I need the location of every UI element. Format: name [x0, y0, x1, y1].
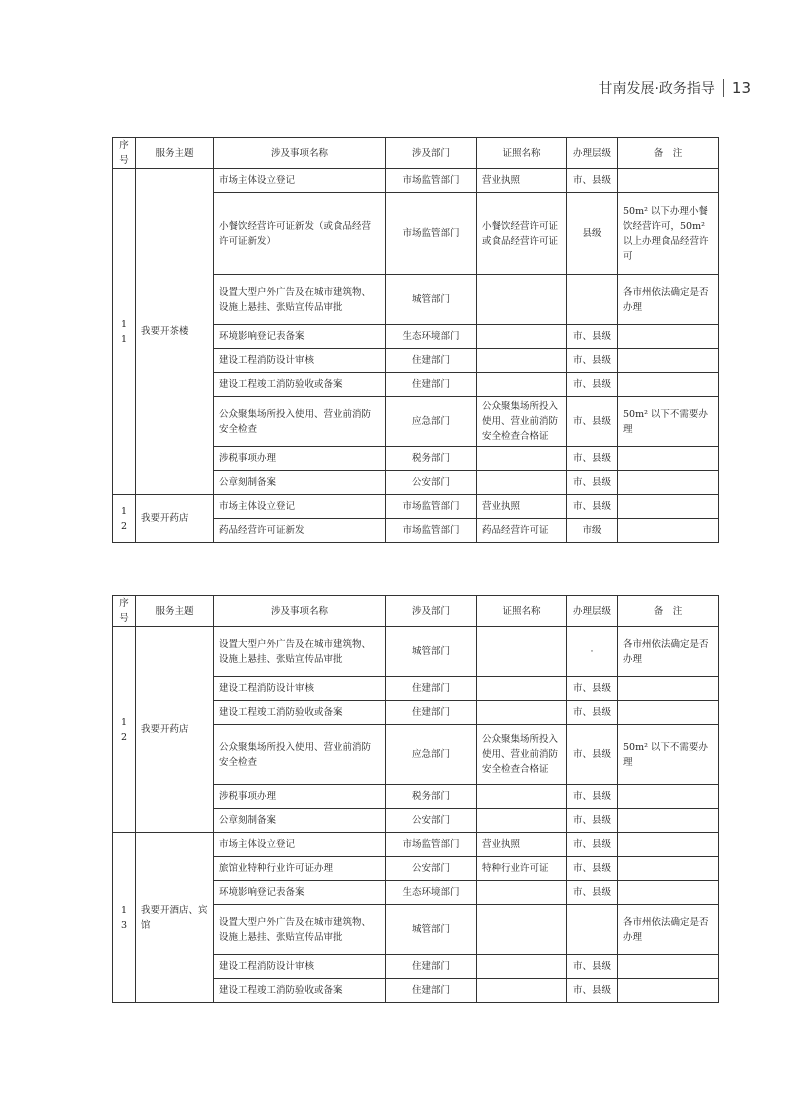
license-cell: [477, 627, 567, 677]
license-cell: [477, 955, 567, 979]
theme-cell: 我要开酒店、宾馆: [136, 833, 214, 1003]
note-cell: 各市州依法确定是否办理: [618, 905, 719, 955]
dept-cell: 城管部门: [386, 627, 477, 677]
item-cell: 小餐饮经营许可证新发（或食品经营许可证新发）: [214, 193, 386, 275]
license-cell: 特种行业许可证: [477, 857, 567, 881]
license-cell: [477, 275, 567, 325]
col-dept: 涉及部门: [386, 138, 477, 169]
note-cell: [618, 881, 719, 905]
license-cell: [477, 447, 567, 471]
col-note: 备 注: [618, 138, 719, 169]
level-cell: 市、县级: [567, 857, 618, 881]
dept-cell: 市场监管部门: [386, 169, 477, 193]
item-cell: 设置大型户外广告及在城市建筑物、设施上悬挂、张贴宣传品审批: [214, 275, 386, 325]
level-cell: 市、县级: [567, 955, 618, 979]
col-item: 涉及事项名称: [214, 596, 386, 627]
item-cell: 建设工程竣工消防验收或备案: [214, 979, 386, 1003]
service-table-2: [112, 595, 719, 1003]
license-cell: 公众聚集场所投入使用、营业前消防安全检查合格证: [477, 725, 567, 785]
note-cell: 50m² 以下不需要办理: [618, 725, 719, 785]
page-number: 13: [731, 79, 751, 97]
item-cell: 建设工程消防设计审核: [214, 955, 386, 979]
level-cell: 县级: [567, 193, 618, 275]
dept-cell: 住建部门: [386, 349, 477, 373]
license-cell: 药品经营许可证: [477, 519, 567, 543]
item-cell: 涉税事项办理: [214, 447, 386, 471]
note-cell: [618, 833, 719, 857]
license-cell: [477, 677, 567, 701]
col-theme: 服务主题: [136, 138, 214, 169]
table-row: [113, 169, 719, 193]
note-cell: [618, 785, 719, 809]
page-header: [598, 78, 751, 98]
col-item: 涉及事项名称: [214, 138, 386, 169]
col-note: 备 注: [618, 596, 719, 627]
level-cell: [567, 905, 618, 955]
item-cell: 市场主体设立登记: [214, 169, 386, 193]
item-cell: 旅馆业特种行业许可证办理: [214, 857, 386, 881]
header-divider: [723, 79, 724, 97]
level-cell: 市、县级: [567, 349, 618, 373]
seq-cell: 12: [113, 627, 136, 833]
level-cell: 市、县级: [567, 809, 618, 833]
license-cell: 营业执照: [477, 169, 567, 193]
item-cell: 环境影响登记表备案: [214, 881, 386, 905]
level-cell: 市、县级: [567, 785, 618, 809]
dept-cell: 公安部门: [386, 857, 477, 881]
item-cell: 公众聚集场所投入使用、营业前消防安全检查: [214, 397, 386, 447]
dept-cell: 住建部门: [386, 373, 477, 397]
item-cell: 药品经营许可证新发: [214, 519, 386, 543]
item-cell: 建设工程消防设计审核: [214, 677, 386, 701]
col-theme: 服务主题: [136, 596, 214, 627]
col-level: 办理层级: [567, 596, 618, 627]
level-cell: 市、县级: [567, 833, 618, 857]
item-cell: 市场主体设立登记: [214, 495, 386, 519]
note-cell: [618, 979, 719, 1003]
item-cell: 公章刻制备案: [214, 471, 386, 495]
note-cell: 各市州依法确定是否办理: [618, 627, 719, 677]
note-cell: 50m² 以下办理小餐饮经营许可，50m² 以上办理食品经营许可: [618, 193, 719, 275]
license-cell: 公众聚集场所投入使用、营业前消防安全检查合格证: [477, 397, 567, 447]
level-cell: 市、县级: [567, 397, 618, 447]
note-cell: [618, 701, 719, 725]
license-cell: 营业执照: [477, 495, 567, 519]
level-cell: 市级: [567, 519, 618, 543]
table-row: [113, 495, 719, 519]
license-cell: 小餐饮经营许可证或食品经营许可证: [477, 193, 567, 275]
item-cell: 公众聚集场所投入使用、营业前消防安全检查: [214, 725, 386, 785]
level-cell: 市、县级: [567, 881, 618, 905]
table-header-row: [113, 138, 719, 169]
dept-cell: 住建部门: [386, 979, 477, 1003]
license-cell: [477, 881, 567, 905]
item-cell: 建设工程竣工消防验收或备案: [214, 701, 386, 725]
note-cell: 各市州依法确定是否办理: [618, 275, 719, 325]
item-cell: 环境影响登记表备案: [214, 325, 386, 349]
dept-cell: 市场监管部门: [386, 495, 477, 519]
level-cell: 市、县级: [567, 725, 618, 785]
theme-cell: 我要开药店: [136, 627, 214, 833]
col-license: 证照名称: [477, 596, 567, 627]
dept-cell: 住建部门: [386, 677, 477, 701]
seq-cell: 11: [113, 169, 136, 495]
level-cell: 市、县级: [567, 169, 618, 193]
dept-cell: 市场监管部门: [386, 833, 477, 857]
note-cell: [618, 447, 719, 471]
license-cell: [477, 785, 567, 809]
note-cell: [618, 677, 719, 701]
note-cell: [618, 373, 719, 397]
dept-cell: 生态环境部门: [386, 325, 477, 349]
note-cell: [618, 471, 719, 495]
col-seq: 序号: [113, 596, 136, 627]
level-cell: ·: [567, 627, 618, 677]
dept-cell: 生态环境部门: [386, 881, 477, 905]
note-cell: [618, 349, 719, 373]
license-cell: [477, 701, 567, 725]
dept-cell: 应急部门: [386, 397, 477, 447]
dept-cell: 城管部门: [386, 905, 477, 955]
level-cell: 市、县级: [567, 447, 618, 471]
note-cell: [618, 857, 719, 881]
note-cell: [618, 169, 719, 193]
theme-cell: 我要开茶楼: [136, 169, 214, 495]
license-cell: [477, 809, 567, 833]
level-cell: [567, 275, 618, 325]
item-cell: 市场主体设立登记: [214, 833, 386, 857]
level-cell: 市、县级: [567, 471, 618, 495]
seq-cell: 13: [113, 833, 136, 1003]
item-cell: 涉税事项办理: [214, 785, 386, 809]
level-cell: 市、县级: [567, 325, 618, 349]
dept-cell: 公安部门: [386, 471, 477, 495]
dept-cell: 税务部门: [386, 785, 477, 809]
level-cell: 市、县级: [567, 373, 618, 397]
item-cell: 设置大型户外广告及在城市建筑物、设施上悬挂、张贴宣传品审批: [214, 627, 386, 677]
seq-cell: 12: [113, 495, 136, 543]
table-row: [113, 627, 719, 677]
level-cell: 市、县级: [567, 677, 618, 701]
dept-cell: 住建部门: [386, 955, 477, 979]
dept-cell: 住建部门: [386, 701, 477, 725]
item-cell: 建设工程消防设计审核: [214, 349, 386, 373]
license-cell: [477, 979, 567, 1003]
license-cell: [477, 349, 567, 373]
note-cell: [618, 325, 719, 349]
item-cell: 设置大型户外广告及在城市建筑物、设施上悬挂、张贴宣传品审批: [214, 905, 386, 955]
dept-cell: 市场监管部门: [386, 193, 477, 275]
note-cell: [618, 955, 719, 979]
item-cell: 公章刻制备案: [214, 809, 386, 833]
level-cell: 市、县级: [567, 495, 618, 519]
license-cell: [477, 471, 567, 495]
note-cell: [618, 495, 719, 519]
col-seq: 序号: [113, 138, 136, 169]
theme-cell: 我要开药店: [136, 495, 214, 543]
service-table-1: [112, 137, 719, 543]
dept-cell: 税务部门: [386, 447, 477, 471]
license-cell: [477, 325, 567, 349]
license-cell: [477, 373, 567, 397]
level-cell: 市、县级: [567, 979, 618, 1003]
table-row: [113, 833, 719, 857]
table-header-row: [113, 596, 719, 627]
note-cell: 50m² 以下不需要办理: [618, 397, 719, 447]
note-cell: [618, 519, 719, 543]
level-cell: 市、县级: [567, 701, 618, 725]
note-cell: [618, 809, 719, 833]
dept-cell: 城管部门: [386, 275, 477, 325]
license-cell: 营业执照: [477, 833, 567, 857]
col-level: 办理层级: [567, 138, 618, 169]
item-cell: 建设工程竣工消防验收或备案: [214, 373, 386, 397]
dept-cell: 应急部门: [386, 725, 477, 785]
dept-cell: 市场监管部门: [386, 519, 477, 543]
col-license: 证照名称: [477, 138, 567, 169]
col-dept: 涉及部门: [386, 596, 477, 627]
license-cell: [477, 905, 567, 955]
dept-cell: 公安部门: [386, 809, 477, 833]
publication-title: 甘南发展·政务指导: [598, 81, 715, 97]
